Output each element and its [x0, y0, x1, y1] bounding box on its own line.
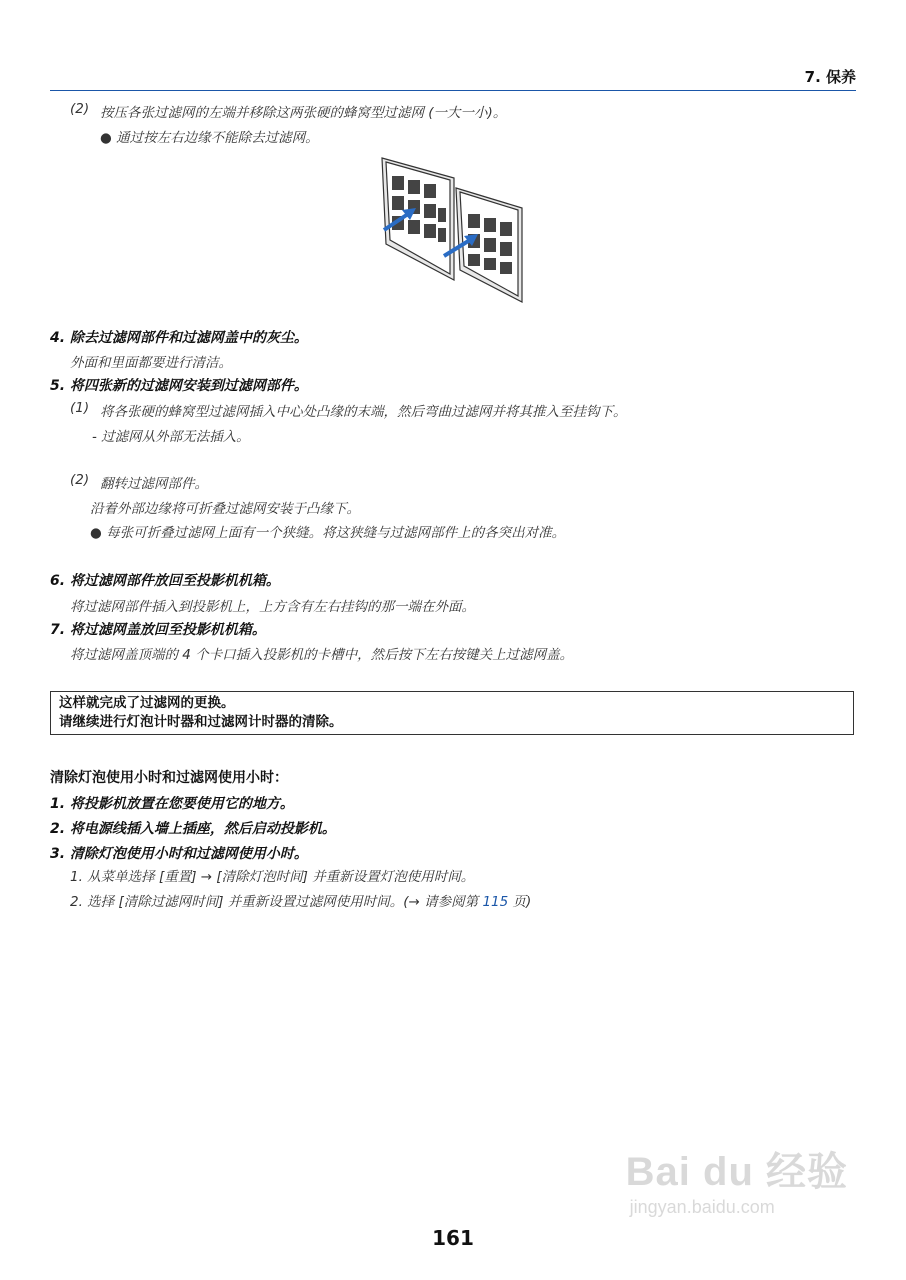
step-5-sub2-desc: 沿着外部边缘将可折叠过滤网安装于凸缘下。	[90, 501, 360, 517]
step-5-sub2-text: 翻转过滤网部件。	[100, 476, 208, 492]
watermark-brand: Bai du 经验	[625, 1150, 848, 1194]
step-5-title: 5. 将四张新的过滤网安装到过滤网部件。	[50, 378, 308, 394]
step-5-sub1-note: - 过滤网从外部无法插入。	[92, 429, 250, 445]
clear-step-2: 2. 将电源线插入墙上插座，然后启动投影机。	[50, 821, 336, 837]
clear-step-3-sub-2-end: 页)	[508, 894, 532, 910]
substep-2-number: (2)	[70, 101, 90, 117]
notice-line-1: 这样就完成了过滤网的更换。	[59, 695, 235, 711]
filter-removal-illustration	[378, 152, 528, 308]
substep-2-bullet: ● 通过按左右边缘不能除去过滤网。	[100, 130, 319, 146]
step-5-sub1-number: (1)	[70, 400, 90, 416]
page-number: 161	[432, 1226, 474, 1250]
baidu-watermark	[626, 1140, 848, 1218]
clear-step-3-sub-1: 1. 从菜单选择 [重置] → [清除灯泡时间] 并重新设置灯泡使用时间。	[70, 869, 475, 885]
clear-step-3-sub-2-text: 2. 选择 [清除过滤网时间] 并重新设置过滤网使用时间。(→ 请参阅第	[70, 894, 483, 910]
step-6-title: 6. 将过滤网部件放回至投影机机箱。	[50, 573, 280, 589]
step-4-desc: 外面和里面都要进行清洁。	[70, 355, 232, 371]
step-6-desc: 将过滤网部件插入到投影机上，上方含有左右挂钩的那一端在外面。	[70, 599, 475, 615]
clear-step-3-sub-2	[70, 890, 531, 910]
chapter-title: 7. 保养	[804, 68, 856, 86]
clear-section-heading: 清除灯泡使用小时和过滤网使用小时：	[50, 770, 288, 786]
watermark-url: jingyan.baidu.com	[629, 1197, 775, 1217]
step-7-title: 7. 将过滤网盖放回至投影机机箱。	[50, 622, 266, 638]
substep-2-text: 按压各张过滤网的左端并移除这两张硬的蜂窝型过滤网 (一大一小)。	[100, 105, 507, 121]
header-rule	[50, 90, 856, 91]
step-4-title: 4. 除去过滤网部件和过滤网盖中的灰尘。	[50, 330, 308, 346]
step-5-sub1-text: 将各张硬的蜂窝型过滤网插入中心处凸缘的末端，然后弯曲过滤网并将其推入至挂钩下。	[100, 404, 627, 420]
step-5-sub2-number: (2)	[70, 472, 90, 488]
completion-notice-box	[50, 691, 854, 735]
clear-step-1: 1. 将投影机放置在您要使用它的地方。	[50, 796, 294, 812]
page-reference-link[interactable]: 115	[482, 894, 509, 910]
step-5-sub2-bullet: ● 每张可折叠过滤网上面有一个狭缝。将这狭缝与过滤网部件上的各突出对准。	[90, 525, 566, 541]
clear-step-3: 3. 清除灯泡使用小时和过滤网使用小时。	[50, 846, 308, 862]
step-7-desc: 将过滤网盖顶端的 4 个卡口插入投影机的卡槽中，然后按下左右按键关上过滤网盖。	[70, 647, 574, 663]
notice-line-2: 请继续进行灯泡计时器和过滤网计时器的清除。	[59, 714, 343, 730]
